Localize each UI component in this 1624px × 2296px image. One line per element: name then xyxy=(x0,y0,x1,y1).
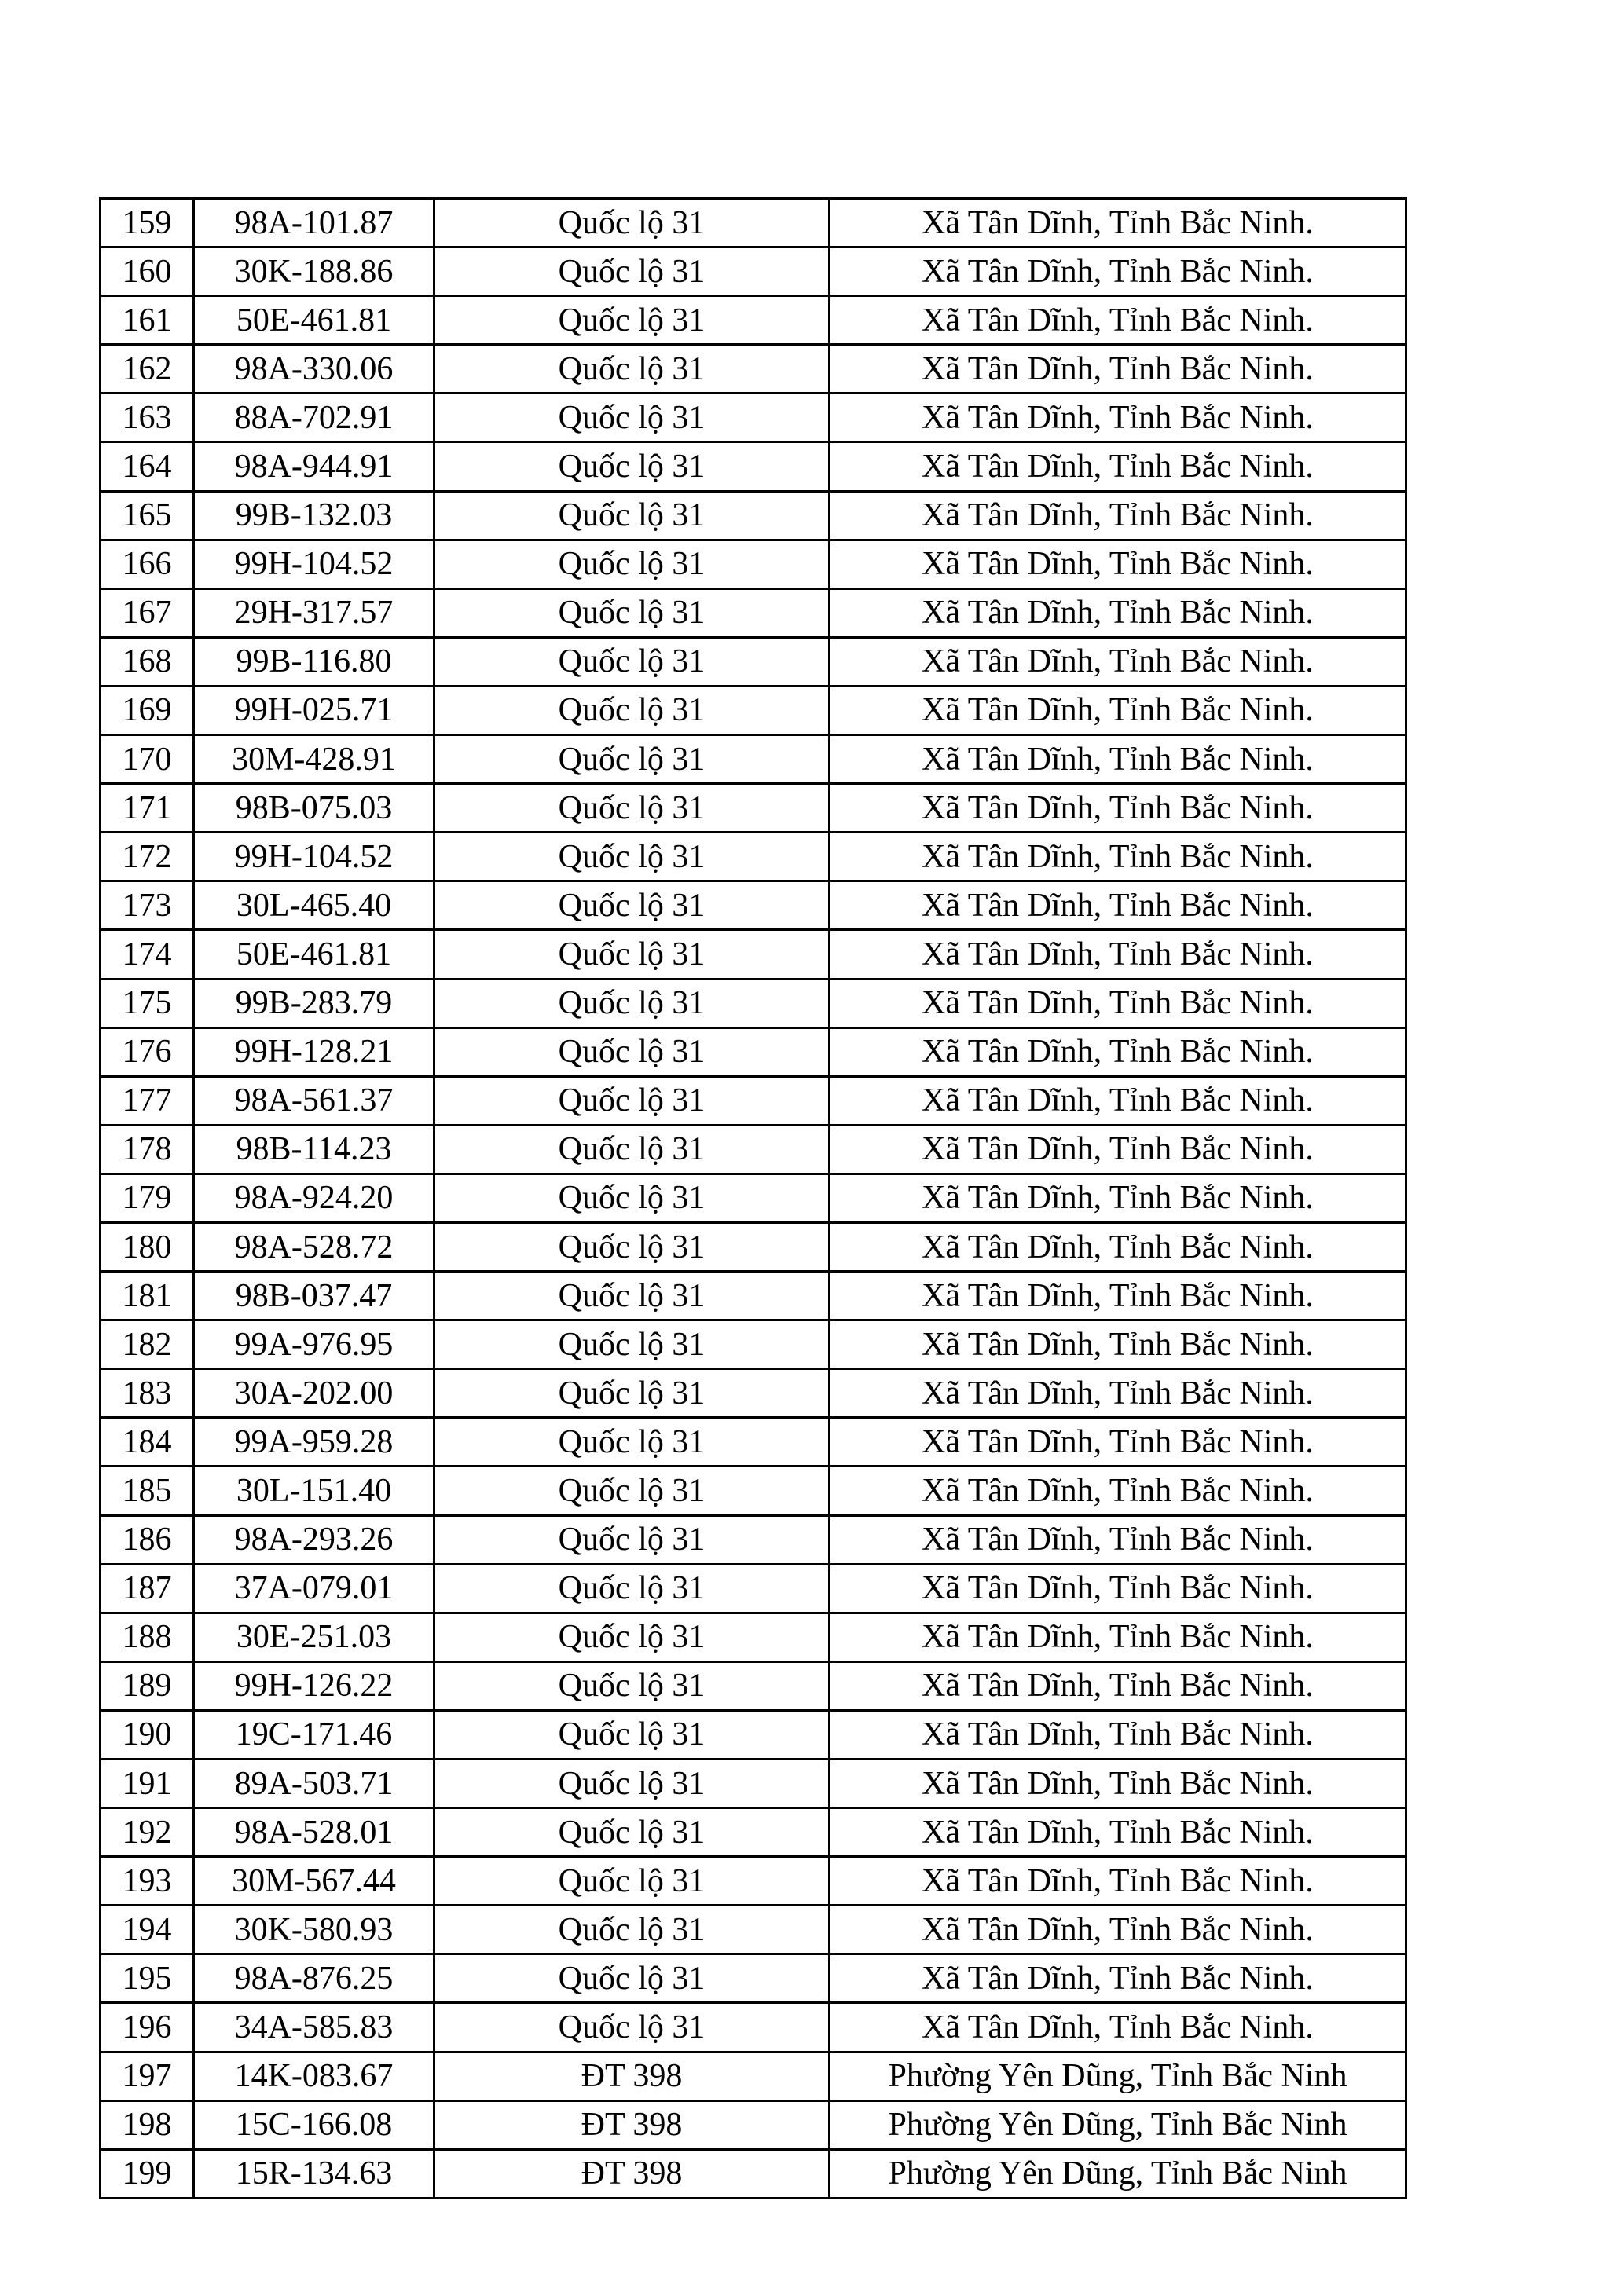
location-cell: Xã Tân Dĩnh, Tỉnh Bắc Ninh. xyxy=(830,1564,1406,1613)
row-number-cell: 166 xyxy=(101,540,194,588)
row-number-cell: 194 xyxy=(101,1906,194,1954)
road-cell: Quốc lộ 31 xyxy=(434,1906,830,1954)
location-cell: Xã Tân Dĩnh, Tỉnh Bắc Ninh. xyxy=(830,1906,1406,1954)
table-row xyxy=(101,296,1406,345)
row-number-cell: 197 xyxy=(101,2052,194,2100)
row-number-cell: 182 xyxy=(101,1320,194,1369)
location-cell: Xã Tân Dĩnh, Tỉnh Bắc Ninh. xyxy=(830,1027,1406,1076)
road-cell: Quốc lộ 31 xyxy=(434,442,830,491)
location-cell: Xã Tân Dĩnh, Tỉnh Bắc Ninh. xyxy=(830,686,1406,734)
table-row xyxy=(101,1076,1406,1125)
license-plate-cell: 98A-944.91 xyxy=(194,442,434,491)
location-cell: Xã Tân Dĩnh, Tỉnh Bắc Ninh. xyxy=(830,833,1406,881)
license-plate-cell: 19C-171.46 xyxy=(194,1710,434,1759)
location-cell: Xã Tân Dĩnh, Tỉnh Bắc Ninh. xyxy=(830,784,1406,833)
location-cell: Xã Tân Dĩnh, Tỉnh Bắc Ninh. xyxy=(830,588,1406,637)
road-cell: Quốc lộ 31 xyxy=(434,1808,830,1857)
row-number-cell: 199 xyxy=(101,2149,194,2198)
location-cell: Xã Tân Dĩnh, Tỉnh Bắc Ninh. xyxy=(830,247,1406,296)
license-plate-cell: 98A-528.72 xyxy=(194,1222,434,1271)
location-cell: Xã Tân Dĩnh, Tỉnh Bắc Ninh. xyxy=(830,442,1406,491)
road-cell: Quốc lộ 31 xyxy=(434,1174,830,1222)
row-number-cell: 160 xyxy=(101,247,194,296)
location-cell: Xã Tân Dĩnh, Tỉnh Bắc Ninh. xyxy=(830,296,1406,345)
table-row xyxy=(101,247,1406,296)
license-plate-cell: 99A-976.95 xyxy=(194,1320,434,1369)
table-row xyxy=(101,1125,1406,1174)
row-number-cell: 179 xyxy=(101,1174,194,1222)
row-number-cell: 176 xyxy=(101,1027,194,1076)
table-row xyxy=(101,1857,1406,1906)
row-number-cell: 170 xyxy=(101,735,194,784)
table-row xyxy=(101,1808,1406,1857)
road-cell: Quốc lộ 31 xyxy=(434,1125,830,1174)
license-plate-cell: 98A-101.87 xyxy=(194,199,434,247)
table-row xyxy=(101,1613,1406,1661)
road-cell: Quốc lộ 31 xyxy=(434,833,830,881)
location-cell: Xã Tân Dĩnh, Tỉnh Bắc Ninh. xyxy=(830,1369,1406,1418)
table-row xyxy=(101,784,1406,833)
location-cell: Xã Tân Dĩnh, Tỉnh Bắc Ninh. xyxy=(830,1272,1406,1320)
row-number-cell: 191 xyxy=(101,1760,194,1808)
license-plate-cell: 37A-079.01 xyxy=(194,1564,434,1613)
table-row xyxy=(101,1564,1406,1613)
location-cell: Xã Tân Dĩnh, Tỉnh Bắc Ninh. xyxy=(830,540,1406,588)
license-plate-cell: 50E-461.81 xyxy=(194,930,434,979)
road-cell: ĐT 398 xyxy=(434,2149,830,2198)
license-plate-cell: 30M-567.44 xyxy=(194,1857,434,1906)
road-cell: Quốc lộ 31 xyxy=(434,1320,830,1369)
license-plate-cell: 99H-025.71 xyxy=(194,686,434,734)
row-number-cell: 164 xyxy=(101,442,194,491)
road-cell: Quốc lộ 31 xyxy=(434,686,830,734)
table-row xyxy=(101,1320,1406,1369)
row-number-cell: 168 xyxy=(101,637,194,686)
location-cell: Phường Yên Dũng, Tỉnh Bắc Ninh xyxy=(830,2100,1406,2149)
row-number-cell: 196 xyxy=(101,2003,194,2052)
road-cell: Quốc lộ 31 xyxy=(434,1272,830,1320)
license-plate-cell: 99H-126.22 xyxy=(194,1661,434,1710)
license-plate-cell: 98A-876.25 xyxy=(194,1954,434,2003)
license-plate-cell: 99H-104.52 xyxy=(194,833,434,881)
table-row xyxy=(101,979,1406,1027)
row-number-cell: 189 xyxy=(101,1661,194,1710)
road-cell: Quốc lộ 31 xyxy=(434,1418,830,1467)
road-cell: Quốc lộ 31 xyxy=(434,1613,830,1661)
license-plate-cell: 98A-528.01 xyxy=(194,1808,434,1857)
road-cell: Quốc lộ 31 xyxy=(434,1467,830,1515)
location-cell: Xã Tân Dĩnh, Tỉnh Bắc Ninh. xyxy=(830,979,1406,1027)
row-number-cell: 172 xyxy=(101,833,194,881)
license-plate-cell: 89A-503.71 xyxy=(194,1760,434,1808)
road-cell: Quốc lộ 31 xyxy=(434,1857,830,1906)
row-number-cell: 169 xyxy=(101,686,194,734)
license-plate-cell: 99B-132.03 xyxy=(194,491,434,540)
table-row xyxy=(101,2100,1406,2149)
location-cell: Xã Tân Dĩnh, Tỉnh Bắc Ninh. xyxy=(830,199,1406,247)
location-cell: Xã Tân Dĩnh, Tỉnh Bắc Ninh. xyxy=(830,1320,1406,1369)
table-row xyxy=(101,1174,1406,1222)
table-row xyxy=(101,1710,1406,1759)
row-number-cell: 173 xyxy=(101,881,194,930)
table-row xyxy=(101,1467,1406,1515)
road-cell: Quốc lộ 31 xyxy=(434,540,830,588)
license-plate-cell: 30L-465.40 xyxy=(194,881,434,930)
location-cell: Xã Tân Dĩnh, Tỉnh Bắc Ninh. xyxy=(830,881,1406,930)
road-cell: Quốc lộ 31 xyxy=(434,588,830,637)
license-plate-cell: 14K-083.67 xyxy=(194,2052,434,2100)
row-number-cell: 190 xyxy=(101,1710,194,1759)
table-row xyxy=(101,2149,1406,2198)
road-cell: Quốc lộ 31 xyxy=(434,930,830,979)
road-cell: ĐT 398 xyxy=(434,2100,830,2149)
road-cell: Quốc lộ 31 xyxy=(434,735,830,784)
location-cell: Phường Yên Dũng, Tỉnh Bắc Ninh xyxy=(830,2149,1406,2198)
license-plate-cell: 30M-428.91 xyxy=(194,735,434,784)
road-cell: Quốc lộ 31 xyxy=(434,2003,830,2052)
table-row xyxy=(101,735,1406,784)
row-number-cell: 186 xyxy=(101,1515,194,1564)
location-cell: Xã Tân Dĩnh, Tỉnh Bắc Ninh. xyxy=(830,1222,1406,1271)
location-cell: Xã Tân Dĩnh, Tỉnh Bắc Ninh. xyxy=(830,1661,1406,1710)
license-plate-cell: 99A-959.28 xyxy=(194,1418,434,1467)
location-cell: Xã Tân Dĩnh, Tỉnh Bắc Ninh. xyxy=(830,1857,1406,1906)
row-number-cell: 195 xyxy=(101,1954,194,2003)
license-plate-cell: 30A-202.00 xyxy=(194,1369,434,1418)
location-cell: Xã Tân Dĩnh, Tỉnh Bắc Ninh. xyxy=(830,1076,1406,1125)
license-plate-cell: 34A-585.83 xyxy=(194,2003,434,2052)
road-cell: Quốc lộ 31 xyxy=(434,1954,830,2003)
road-cell: Quốc lộ 31 xyxy=(434,637,830,686)
location-cell: Xã Tân Dĩnh, Tỉnh Bắc Ninh. xyxy=(830,2003,1406,2052)
row-number-cell: 174 xyxy=(101,930,194,979)
location-cell: Xã Tân Dĩnh, Tỉnh Bắc Ninh. xyxy=(830,637,1406,686)
table-row xyxy=(101,881,1406,930)
row-number-cell: 185 xyxy=(101,1467,194,1515)
location-cell: Xã Tân Dĩnh, Tỉnh Bắc Ninh. xyxy=(830,1613,1406,1661)
road-cell: Quốc lộ 31 xyxy=(434,247,830,296)
row-number-cell: 177 xyxy=(101,1076,194,1125)
road-cell: Quốc lộ 31 xyxy=(434,1661,830,1710)
table-row xyxy=(101,1272,1406,1320)
license-plate-cell: 15C-166.08 xyxy=(194,2100,434,2149)
row-number-cell: 187 xyxy=(101,1564,194,1613)
table-row xyxy=(101,1027,1406,1076)
location-cell: Xã Tân Dĩnh, Tỉnh Bắc Ninh. xyxy=(830,735,1406,784)
table-row xyxy=(101,930,1406,979)
road-cell: Quốc lộ 31 xyxy=(434,1564,830,1613)
table-row xyxy=(101,833,1406,881)
road-cell: Quốc lộ 31 xyxy=(434,1027,830,1076)
license-plate-cell: 99B-116.80 xyxy=(194,637,434,686)
row-number-cell: 180 xyxy=(101,1222,194,1271)
violation-table xyxy=(99,197,1407,2199)
location-cell: Xã Tân Dĩnh, Tỉnh Bắc Ninh. xyxy=(830,1418,1406,1467)
table-row xyxy=(101,1515,1406,1564)
road-cell: Quốc lộ 31 xyxy=(434,296,830,345)
license-plate-cell: 30K-580.93 xyxy=(194,1906,434,1954)
row-number-cell: 167 xyxy=(101,588,194,637)
row-number-cell: 178 xyxy=(101,1125,194,1174)
license-plate-cell: 30L-151.40 xyxy=(194,1467,434,1515)
road-cell: Quốc lộ 31 xyxy=(434,1222,830,1271)
table-row xyxy=(101,686,1406,734)
table-row xyxy=(101,1906,1406,1954)
road-cell: Quốc lộ 31 xyxy=(434,881,830,930)
license-plate-cell: 98B-114.23 xyxy=(194,1125,434,1174)
row-number-cell: 162 xyxy=(101,345,194,394)
table-row xyxy=(101,1369,1406,1418)
location-cell: Xã Tân Dĩnh, Tỉnh Bắc Ninh. xyxy=(830,1760,1406,1808)
location-cell: Xã Tân Dĩnh, Tỉnh Bắc Ninh. xyxy=(830,394,1406,442)
location-cell: Xã Tân Dĩnh, Tỉnh Bắc Ninh. xyxy=(830,345,1406,394)
row-number-cell: 183 xyxy=(101,1369,194,1418)
table-row xyxy=(101,540,1406,588)
license-plate-cell: 99B-283.79 xyxy=(194,979,434,1027)
location-cell: Xã Tân Dĩnh, Tỉnh Bắc Ninh. xyxy=(830,1125,1406,1174)
table-row xyxy=(101,637,1406,686)
location-cell: Xã Tân Dĩnh, Tỉnh Bắc Ninh. xyxy=(830,930,1406,979)
license-plate-cell: 98A-293.26 xyxy=(194,1515,434,1564)
license-plate-cell: 98A-924.20 xyxy=(194,1174,434,1222)
row-number-cell: 184 xyxy=(101,1418,194,1467)
road-cell: Quốc lộ 31 xyxy=(434,394,830,442)
row-number-cell: 175 xyxy=(101,979,194,1027)
table-row xyxy=(101,1222,1406,1271)
license-plate-cell: 98B-037.47 xyxy=(194,1272,434,1320)
license-plate-cell: 50E-461.81 xyxy=(194,296,434,345)
license-plate-cell: 15R-134.63 xyxy=(194,2149,434,2198)
table-row xyxy=(101,2003,1406,2052)
road-cell: Quốc lộ 31 xyxy=(434,1076,830,1125)
road-cell: Quốc lộ 31 xyxy=(434,1760,830,1808)
row-number-cell: 165 xyxy=(101,491,194,540)
location-cell: Xã Tân Dĩnh, Tỉnh Bắc Ninh. xyxy=(830,1710,1406,1759)
road-cell: Quốc lộ 31 xyxy=(434,784,830,833)
license-plate-cell: 29H-317.57 xyxy=(194,588,434,637)
table-row xyxy=(101,442,1406,491)
location-cell: Xã Tân Dĩnh, Tỉnh Bắc Ninh. xyxy=(830,1174,1406,1222)
license-plate-cell: 99H-104.52 xyxy=(194,540,434,588)
table-row xyxy=(101,1760,1406,1808)
table-row xyxy=(101,588,1406,637)
row-number-cell: 159 xyxy=(101,199,194,247)
license-plate-cell: 30K-188.86 xyxy=(194,247,434,296)
row-number-cell: 193 xyxy=(101,1857,194,1906)
location-cell: Xã Tân Dĩnh, Tỉnh Bắc Ninh. xyxy=(830,1954,1406,2003)
location-cell: Phường Yên Dũng, Tỉnh Bắc Ninh xyxy=(830,2052,1406,2100)
location-cell: Xã Tân Dĩnh, Tỉnh Bắc Ninh. xyxy=(830,491,1406,540)
road-cell: Quốc lộ 31 xyxy=(434,1710,830,1759)
row-number-cell: 171 xyxy=(101,784,194,833)
row-number-cell: 188 xyxy=(101,1613,194,1661)
road-cell: Quốc lộ 31 xyxy=(434,1515,830,1564)
table-row xyxy=(101,1418,1406,1467)
road-cell: Quốc lộ 31 xyxy=(434,1369,830,1418)
table-row xyxy=(101,1954,1406,2003)
license-plate-cell: 98B-075.03 xyxy=(194,784,434,833)
license-plate-cell: 30E-251.03 xyxy=(194,1613,434,1661)
road-cell: Quốc lộ 31 xyxy=(434,345,830,394)
license-plate-cell: 88A-702.91 xyxy=(194,394,434,442)
row-number-cell: 181 xyxy=(101,1272,194,1320)
table-row xyxy=(101,491,1406,540)
row-number-cell: 192 xyxy=(101,1808,194,1857)
license-plate-cell: 98A-330.06 xyxy=(194,345,434,394)
table-body xyxy=(101,199,1406,2199)
road-cell: ĐT 398 xyxy=(434,2052,830,2100)
table-row xyxy=(101,345,1406,394)
license-plate-cell: 98A-561.37 xyxy=(194,1076,434,1125)
table-row xyxy=(101,394,1406,442)
road-cell: Quốc lộ 31 xyxy=(434,979,830,1027)
location-cell: Xã Tân Dĩnh, Tỉnh Bắc Ninh. xyxy=(830,1808,1406,1857)
row-number-cell: 163 xyxy=(101,394,194,442)
road-cell: Quốc lộ 31 xyxy=(434,199,830,247)
location-cell: Xã Tân Dĩnh, Tỉnh Bắc Ninh. xyxy=(830,1467,1406,1515)
table-row xyxy=(101,1661,1406,1710)
row-number-cell: 198 xyxy=(101,2100,194,2149)
table-row xyxy=(101,199,1406,247)
road-cell: Quốc lộ 31 xyxy=(434,491,830,540)
location-cell: Xã Tân Dĩnh, Tỉnh Bắc Ninh. xyxy=(830,1515,1406,1564)
license-plate-cell: 99H-128.21 xyxy=(194,1027,434,1076)
table-row xyxy=(101,2052,1406,2100)
row-number-cell: 161 xyxy=(101,296,194,345)
